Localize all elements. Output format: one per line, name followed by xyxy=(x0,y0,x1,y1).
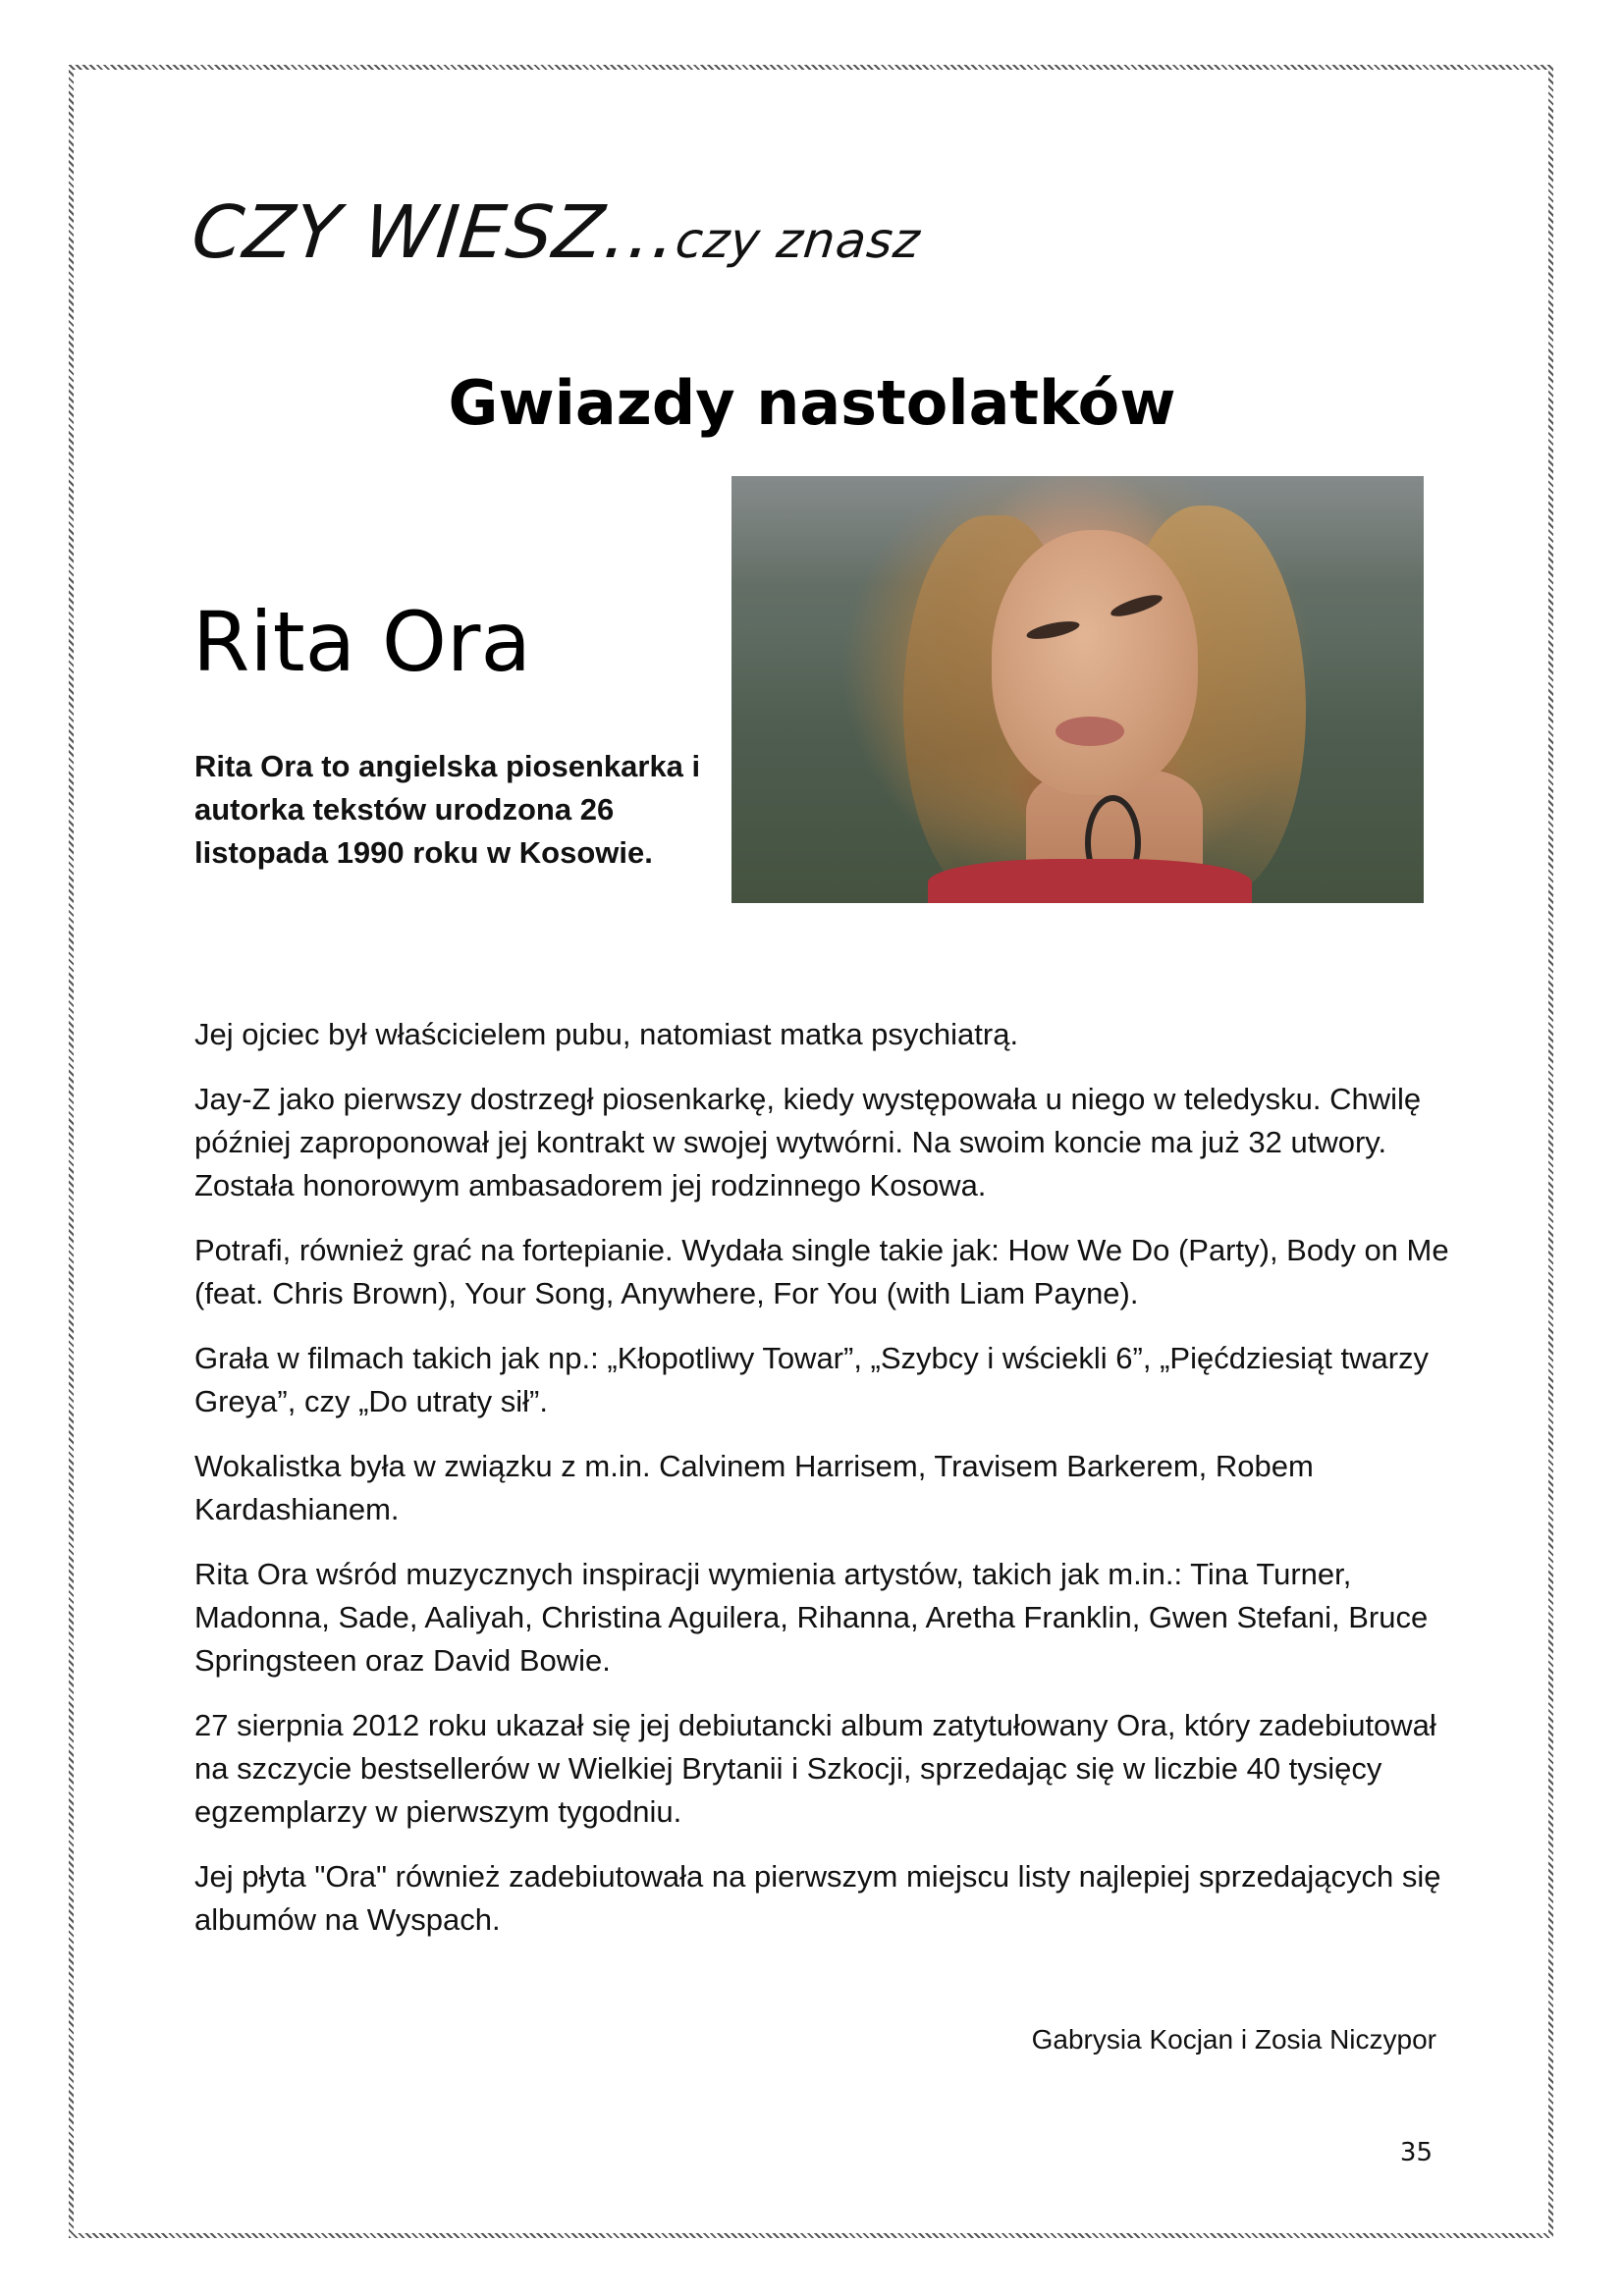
body-paragraph: Potrafi, również grać na fortepianie. Wydała single takie jak: How We Do (Party), Body on Me (feat. Chris Brown), Your Song, Anywhere, For You (with Liam Payne). xyxy=(194,1233,1449,1310)
author-credit: Gabrysia Kocjan i Zosia Niczypor xyxy=(1031,2024,1436,2055)
section-title: Gwiazdy nastolatków xyxy=(448,367,1176,439)
page-number: 35 xyxy=(1399,2138,1433,2167)
body-paragraph: Jej płyta "Ora" również zadebiutowała na pierwszym miejscu listy najlepiej sprzedających się albumów na Wyspach. xyxy=(194,1859,1441,1937)
body-paragraph: Grała w filmach takich jak np.: „Kłopotliwy Towar”, „Szybcy i wściekli 6”, „Pięćdziesiąt twarzy Greya”, czy „Do utraty sił”. xyxy=(194,1341,1430,1418)
body-paragraph: Rita Ora wśród muzycznych inspiracji wymienia artystów, takich jak m.in.: Tina Turner, Madonna, Sade, Aaliyah, Christina Aguilera, Rihanna, Aretha Franklin, Gwen Stefani, Bruce Springsteen oraz David Bowie. xyxy=(194,1557,1429,1678)
kicker-sub: czy znasz xyxy=(673,212,924,269)
kicker-main: CZY WIESZ... xyxy=(188,190,681,275)
body-paragraph: 27 sierpnia 2012 roku ukazał się jej debiutancki album zatytułowany Ora, który zadebiutował na szczycie bestsellerów w Wielkiej Brytanii i Szkocji, sprzedając się w liczbie 40 tysięcy egzemplarzy w pierwszym tygodniu. xyxy=(194,1708,1436,1829)
lead-paragraph: Rita Ora to angielska piosenkarka i autorka tekstów urodzona 26 listopada 1990 roku w Kosowie. xyxy=(194,749,701,870)
body-paragraph: Jay-Z jako pierwszy dostrzegł piosenkarkę, kiedy występowała u niego w teledysku. Chwilę później zaproponował jej kontrakt w swojej wytwórni. Na swoim koncie ma już 32 utwory. Została honorowym ambasadorem jej rodzinnego Kosowa. xyxy=(194,1082,1422,1202)
column-kicker xyxy=(188,190,924,275)
artist-name: Rita Ora xyxy=(192,594,531,690)
article-body xyxy=(194,1013,1451,1963)
artist-photo xyxy=(731,476,1424,903)
body-paragraph: Wokalistka była w związku z m.in. Calvinem Harrisem, Travisem Barkerem, Robem Kardashianem. xyxy=(194,1449,1314,1526)
body-paragraph: Jej ojciec był właścicielem pubu, natomiast matka psychiatrą. xyxy=(194,1017,1019,1051)
